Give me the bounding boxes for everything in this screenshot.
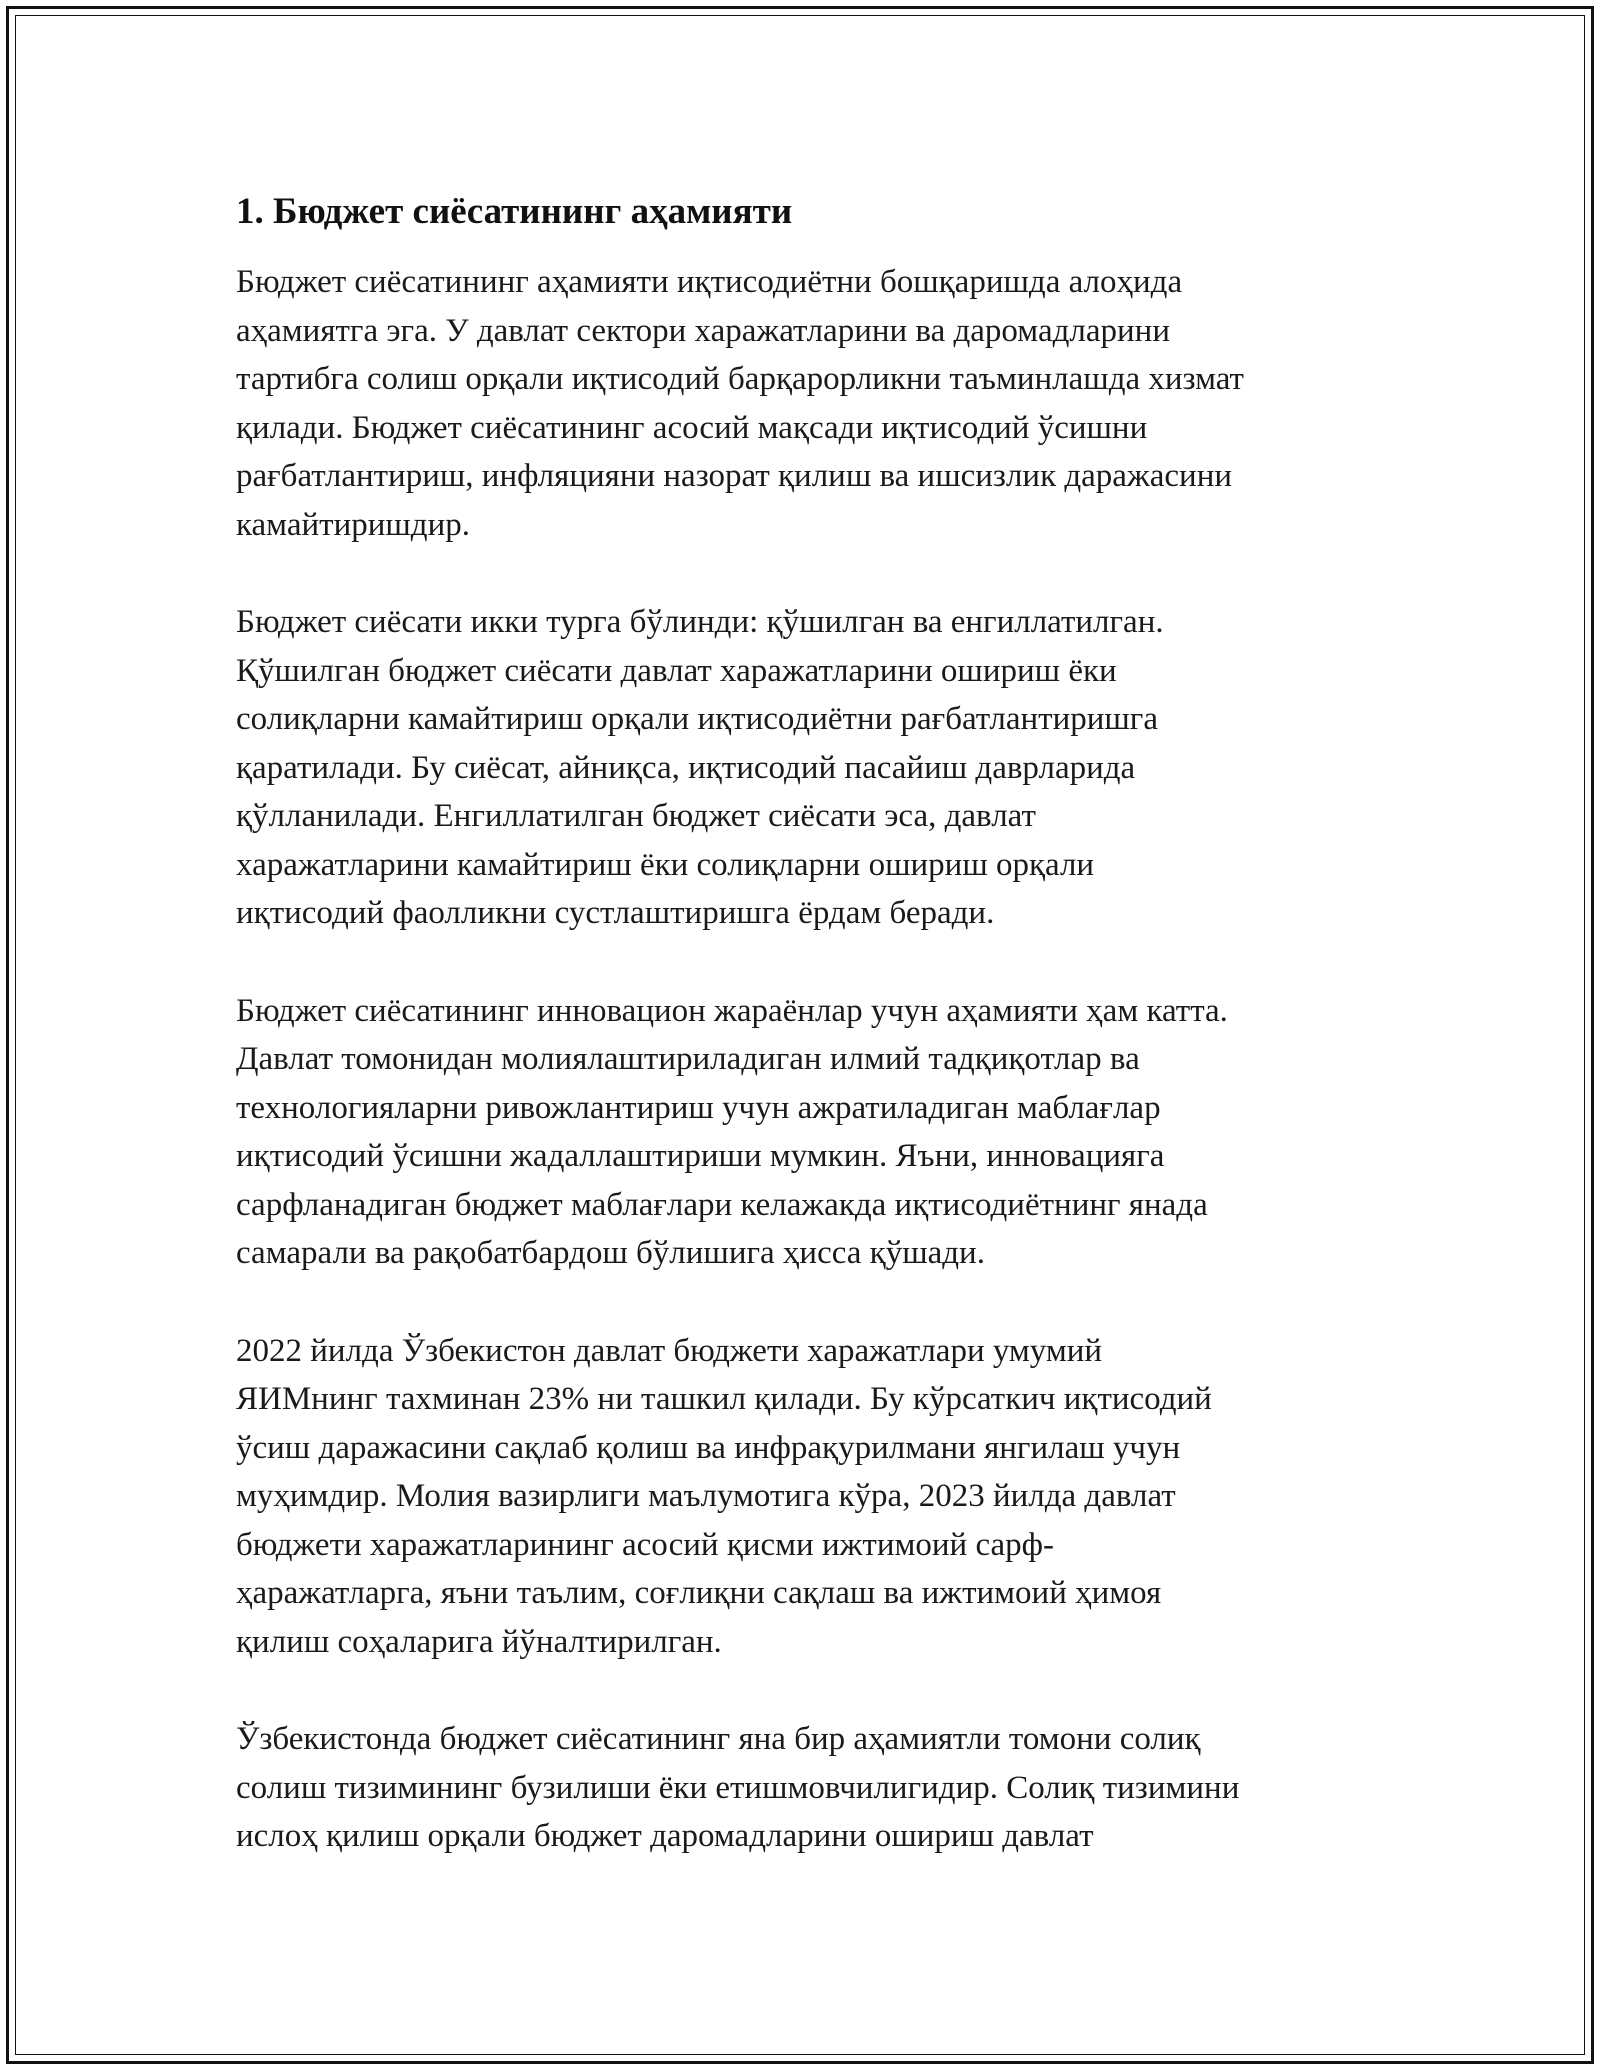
section-heading: 1. Бюджет сиёсатининг аҳамияти [236, 191, 793, 232]
document-page [236, 188, 1376, 1910]
paragraph-3: Бюджет сиёсатининг инновацион жараёнлар учун аҳамияти ҳам катта. Давлат томонидан молиялаштириладиган илмий тадқиқотлар ва технологияларни ривожлантириш учун ажратиладиган маблағлар иқтисодий ўсишни жадаллаштириши мумкин. Яъни, инновацияга сарфланадиган бюджет маблағлари келажакда иқтисодиётнинг янада самарали ва рақобатбардош бўлишига ҳисса қўшади. [236, 992, 1228, 1271]
paragraph-4: 2022 йилда Ўзбекистон давлат бюджети харажатлари умумий ЯИМнинг тахминан 23% ни ташкил қилади. Бу кўрсаткич иқтисодий ўсиш даражасини сақлаб қолиш ва инфрақурилмани янгилаш учун муҳимдир. Молия вазирлиги маълумотига кўра, 2023 йилда давлат бюджети харажатларининг асосий қисми ижтимоий сарф- ҳаражатларга, яъни таълим, соғлиқни сақлаш ва ижтимоий ҳимоя қилиш соҳаларига йўналтирилган. [236, 1332, 1212, 1660]
paragraph-2: Бюджет сиёсати икки турга бўлинди: қўшилган ва енгиллатилган. Қўшилган бюджет сиёсати давлат харажатларини ошириш ёки солиқларни камайтириш орқали иқтисодиётни рағбатлантиришга қаратилади. Бу сиёсат, айниқса, иқтисодий пасайиш даврларида қўлланилади. Енгиллатилган бюджет сиёсати эса, давлат харажатларини камайтириш ёки солиқларни ошириш орқали иқтисодий фаолликни сустлаштиришга ёрдам беради. [236, 604, 1164, 931]
paragraph-5: Ўзбекистонда бюджет сиёсатининг яна бир аҳамиятли томони солиқ солиш тизимининг бузилиши ёки етишмовчилигидир. Солиқ тизимини ислоҳ қилиш орқали бюджет даромадларини ошириш давлат [236, 1721, 1240, 1854]
paragraph-1: Бюджет сиёсатининг аҳамияти иқтисодиётни бошқаришда алоҳида аҳамиятга эга. У давлат сектори харажатларини ва даромадларини тартибга солиш орқали иқтисодий барқарорликни таъминлашда хизмат қилади. Бюджет сиёсатининг асосий мақсади иқтисодий ўсишни рағбатлантириш, инфляцияни назорат қилиш ва ишсизлик даражасини камайтиришдир. [236, 264, 1244, 543]
